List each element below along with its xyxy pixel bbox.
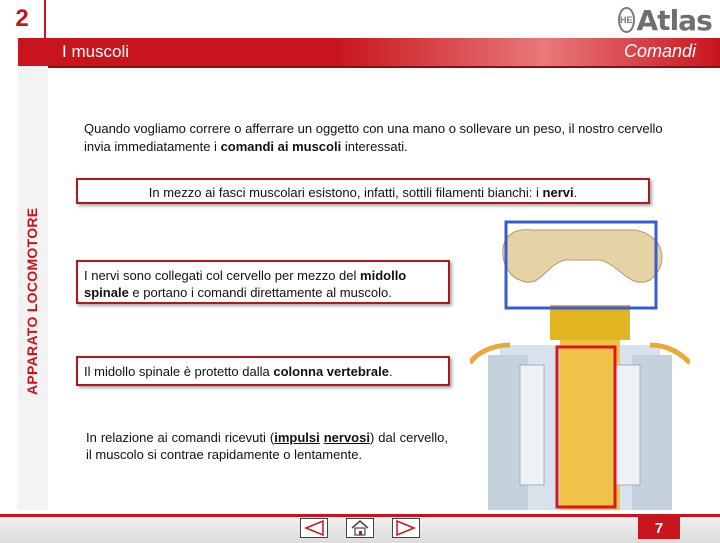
sidebar-label: APPARATO LOCOMOTORE xyxy=(24,207,40,395)
logo-mark-icon: HE xyxy=(618,7,635,33)
home-button[interactable] xyxy=(346,518,374,538)
intro-paragraph: Quando vogliamo correre o afferrare un oggetto con una mano o sollevare un peso, il nostro cervello invia immediatamente i comandi ai muscoli interessati. xyxy=(84,121,663,154)
header-bar xyxy=(18,38,720,68)
page-number: 7 xyxy=(638,517,680,539)
box2-bold: midollo spinale xyxy=(84,268,407,300)
triangle-left-icon xyxy=(303,520,325,536)
chapter-number: 2 xyxy=(0,0,46,38)
page-title: I muscoli xyxy=(62,42,130,61)
logo-text: Atlas xyxy=(636,3,712,37)
section-title: Comandi xyxy=(623,41,696,61)
spine-illustration xyxy=(470,205,690,510)
dura-right xyxy=(616,365,640,485)
impulsi-link[interactable]: impulsi xyxy=(274,430,320,445)
info-box-spinal-cord: I nervi sono collegati col cervello per mezzo del midollo spinale e portano i comandi direttamente al muscolo. xyxy=(76,260,450,304)
box1-bold: nervi xyxy=(542,185,574,200)
ligament-yellow xyxy=(550,305,630,340)
spinal-nerve-bundle xyxy=(560,340,620,510)
outro-paragraph: In relazione ai comandi ricevuti (impulsi nervosi) dal cervello, il muscolo si contrae rapidamente o lentamente. xyxy=(86,430,448,462)
triangle-right-icon xyxy=(395,520,417,536)
home-icon xyxy=(349,520,371,536)
atlas-logo xyxy=(618,3,712,37)
info-box-nerves: In mezzo ai fasci muscolari esistono, infatti, sottili filamenti bianchi: i nervi. xyxy=(76,178,650,204)
intro-bold: comandi ai muscoli xyxy=(220,138,342,154)
next-button[interactable] xyxy=(392,518,420,538)
dura-left xyxy=(520,365,544,485)
box3-bold: colonna vertebrale xyxy=(273,364,389,379)
info-box-spine: Il midollo spinale è protetto dalla colonna vertebrale. xyxy=(76,356,450,386)
prev-button[interactable] xyxy=(300,518,328,538)
nervosi-link[interactable]: nervosi xyxy=(323,430,370,445)
vertebra-top xyxy=(503,230,662,283)
